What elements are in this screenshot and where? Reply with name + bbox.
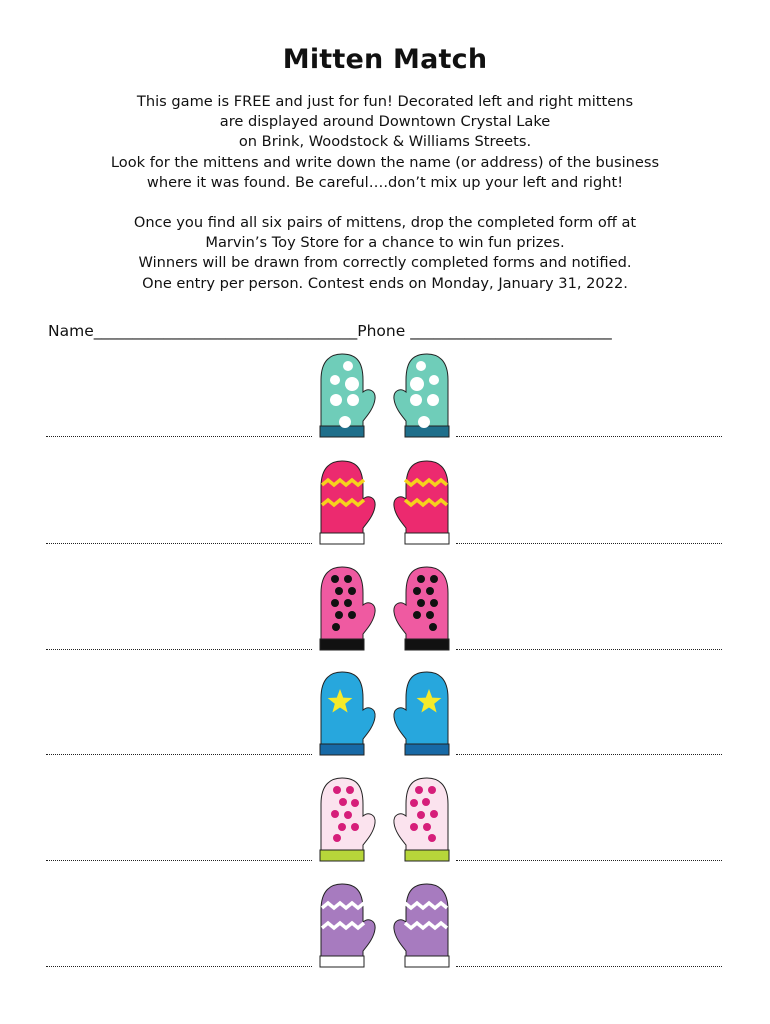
intro-line: where it was found. Be careful….don’t mix up your left and right!: [146, 173, 624, 191]
rules-line: Winners will be drawn from correctly completed forms and notified.: [138, 254, 632, 272]
answer-line[interactable]: [46, 754, 312, 755]
answer-line[interactable]: [456, 966, 722, 967]
answer-line[interactable]: [456, 436, 722, 437]
name-field[interactable]: __________________________________: [93, 322, 358, 340]
contact-row: [48, 322, 612, 340]
intro-line: are displayed around Downtown Crystal Lake: [219, 113, 551, 131]
rules-line: Marvin’s Toy Store for a chance to win fun prizes.: [205, 234, 565, 252]
right-mitten-icon: [392, 670, 454, 756]
rules-line: Once you find all six pairs of mittens, drop the completed form off at: [133, 214, 637, 231]
intro-paragraph: [0, 92, 770, 193]
phone-field[interactable]: __________________________: [410, 322, 612, 340]
answer-line[interactable]: [456, 754, 722, 755]
name-label: Name: [48, 322, 94, 340]
answer-line[interactable]: [46, 543, 312, 544]
left-mitten-icon: [315, 882, 377, 968]
right-mitten-icon: [392, 352, 454, 438]
answer-line[interactable]: [46, 966, 312, 967]
left-mitten-icon: [315, 352, 377, 438]
rules-paragraph: [0, 213, 770, 294]
answer-line[interactable]: [46, 860, 312, 861]
answer-line[interactable]: [456, 649, 722, 650]
right-mitten-icon: [392, 882, 454, 968]
right-mitten-icon: [392, 459, 454, 545]
form-title: Mitten Match: [282, 44, 488, 75]
right-mitten-icon: [392, 565, 454, 651]
intro-line: on Brink, Woodstock & Williams Streets.: [238, 133, 532, 151]
right-mitten-icon: [392, 776, 454, 862]
rules-line: One entry per person. Contest ends on Monday, January 31, 2022.: [142, 274, 628, 292]
intro-line: This game is FREE and just for fun! Decorated left and right mittens: [136, 93, 634, 110]
intro-line: Look for the mittens and write down the name (or address) of the business: [110, 153, 660, 171]
left-mitten-icon: [315, 459, 377, 545]
answer-line[interactable]: [456, 543, 722, 544]
left-mitten-icon: [315, 776, 377, 862]
answer-line[interactable]: [46, 436, 312, 437]
answer-line[interactable]: [456, 860, 722, 861]
phone-label: Phone: [357, 322, 406, 340]
left-mitten-icon: [315, 565, 377, 651]
left-mitten-icon: [315, 670, 377, 756]
answer-line[interactable]: [46, 649, 312, 650]
